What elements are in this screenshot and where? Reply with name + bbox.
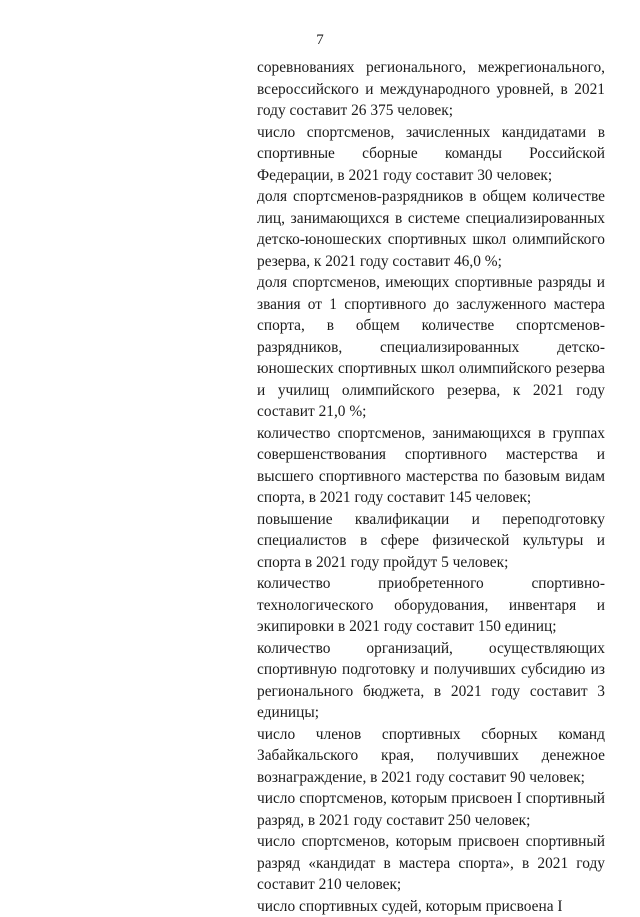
paragraph-sports-judges: число спортивных судей, которым присвоена I	[257, 896, 605, 917]
paragraph-mastery-groups: количество спортсменов, занимающихся в группах совершенствования спортивного мастерства и высшего спортивного мастерства по базовым видам спорта, в 2021 году составит 145 человек;	[257, 423, 605, 509]
paragraph-titled-athletes-share: доля спортсменов, имеющих спортивные разряды и звания от 1 спортивного до заслуженного мастера спорта, в общем количестве спортсменов-разрядников, специализированных детско-юношеских спортивных школ олимпийского резерва и училищ олимпийского резерва, к 2021 году составит 21,0 %;	[257, 272, 605, 423]
document-body	[257, 57, 605, 917]
paragraph-specialist-training: повышение квалификации и переподготовку специалистов в сфере физической культуры и спорта в 2021 году пройдут 5 человек;	[257, 509, 605, 574]
paragraph-subsidized-organizations: количество организаций, осуществляющих спортивную подготовку и получивших субсидию из регионального бюджета, в 2021 году составит 3 единицы;	[257, 638, 605, 724]
paragraph-first-rank-athletes: число спортсменов, которым присвоен I спортивный разряд, в 2021 году составит 250 человек;	[257, 788, 605, 831]
paragraph-national-team-candidates: число спортсменов, зачисленных кандидатами в спортивные сборные команды Российской Федерации, в 2021 году составит 30 человек;	[257, 122, 605, 187]
paragraph-master-candidates: число спортсменов, которым присвоен спортивный разряд «кандидат в мастера спорта», в 2021 году составит 210 человек;	[257, 831, 605, 896]
paragraph-ranked-athletes-share: доля спортсменов-разрядников в общем количестве лиц, занимающихся в системе специализированных детско-юношеских спортивных школ олимпийского резерва, к 2021 году составит 46,0 %;	[257, 186, 605, 272]
paragraph-rewarded-team-members: число членов спортивных сборных команд Забайкальского края, получивших денежное вознаграждение, в 2021 году составит 90 человек;	[257, 724, 605, 789]
paragraph-competition-participants: соревнованиях регионального, межрегионального, всероссийского и международного уровней, в 2021 году составит 26 375 человек;	[257, 57, 605, 122]
page-number: 7	[0, 31, 640, 49]
paragraph-equipment-purchased: количество приобретенного спортивно-технологического оборудования, инвентаря и экипировки в 2021 году составит 150 единиц;	[257, 573, 605, 638]
